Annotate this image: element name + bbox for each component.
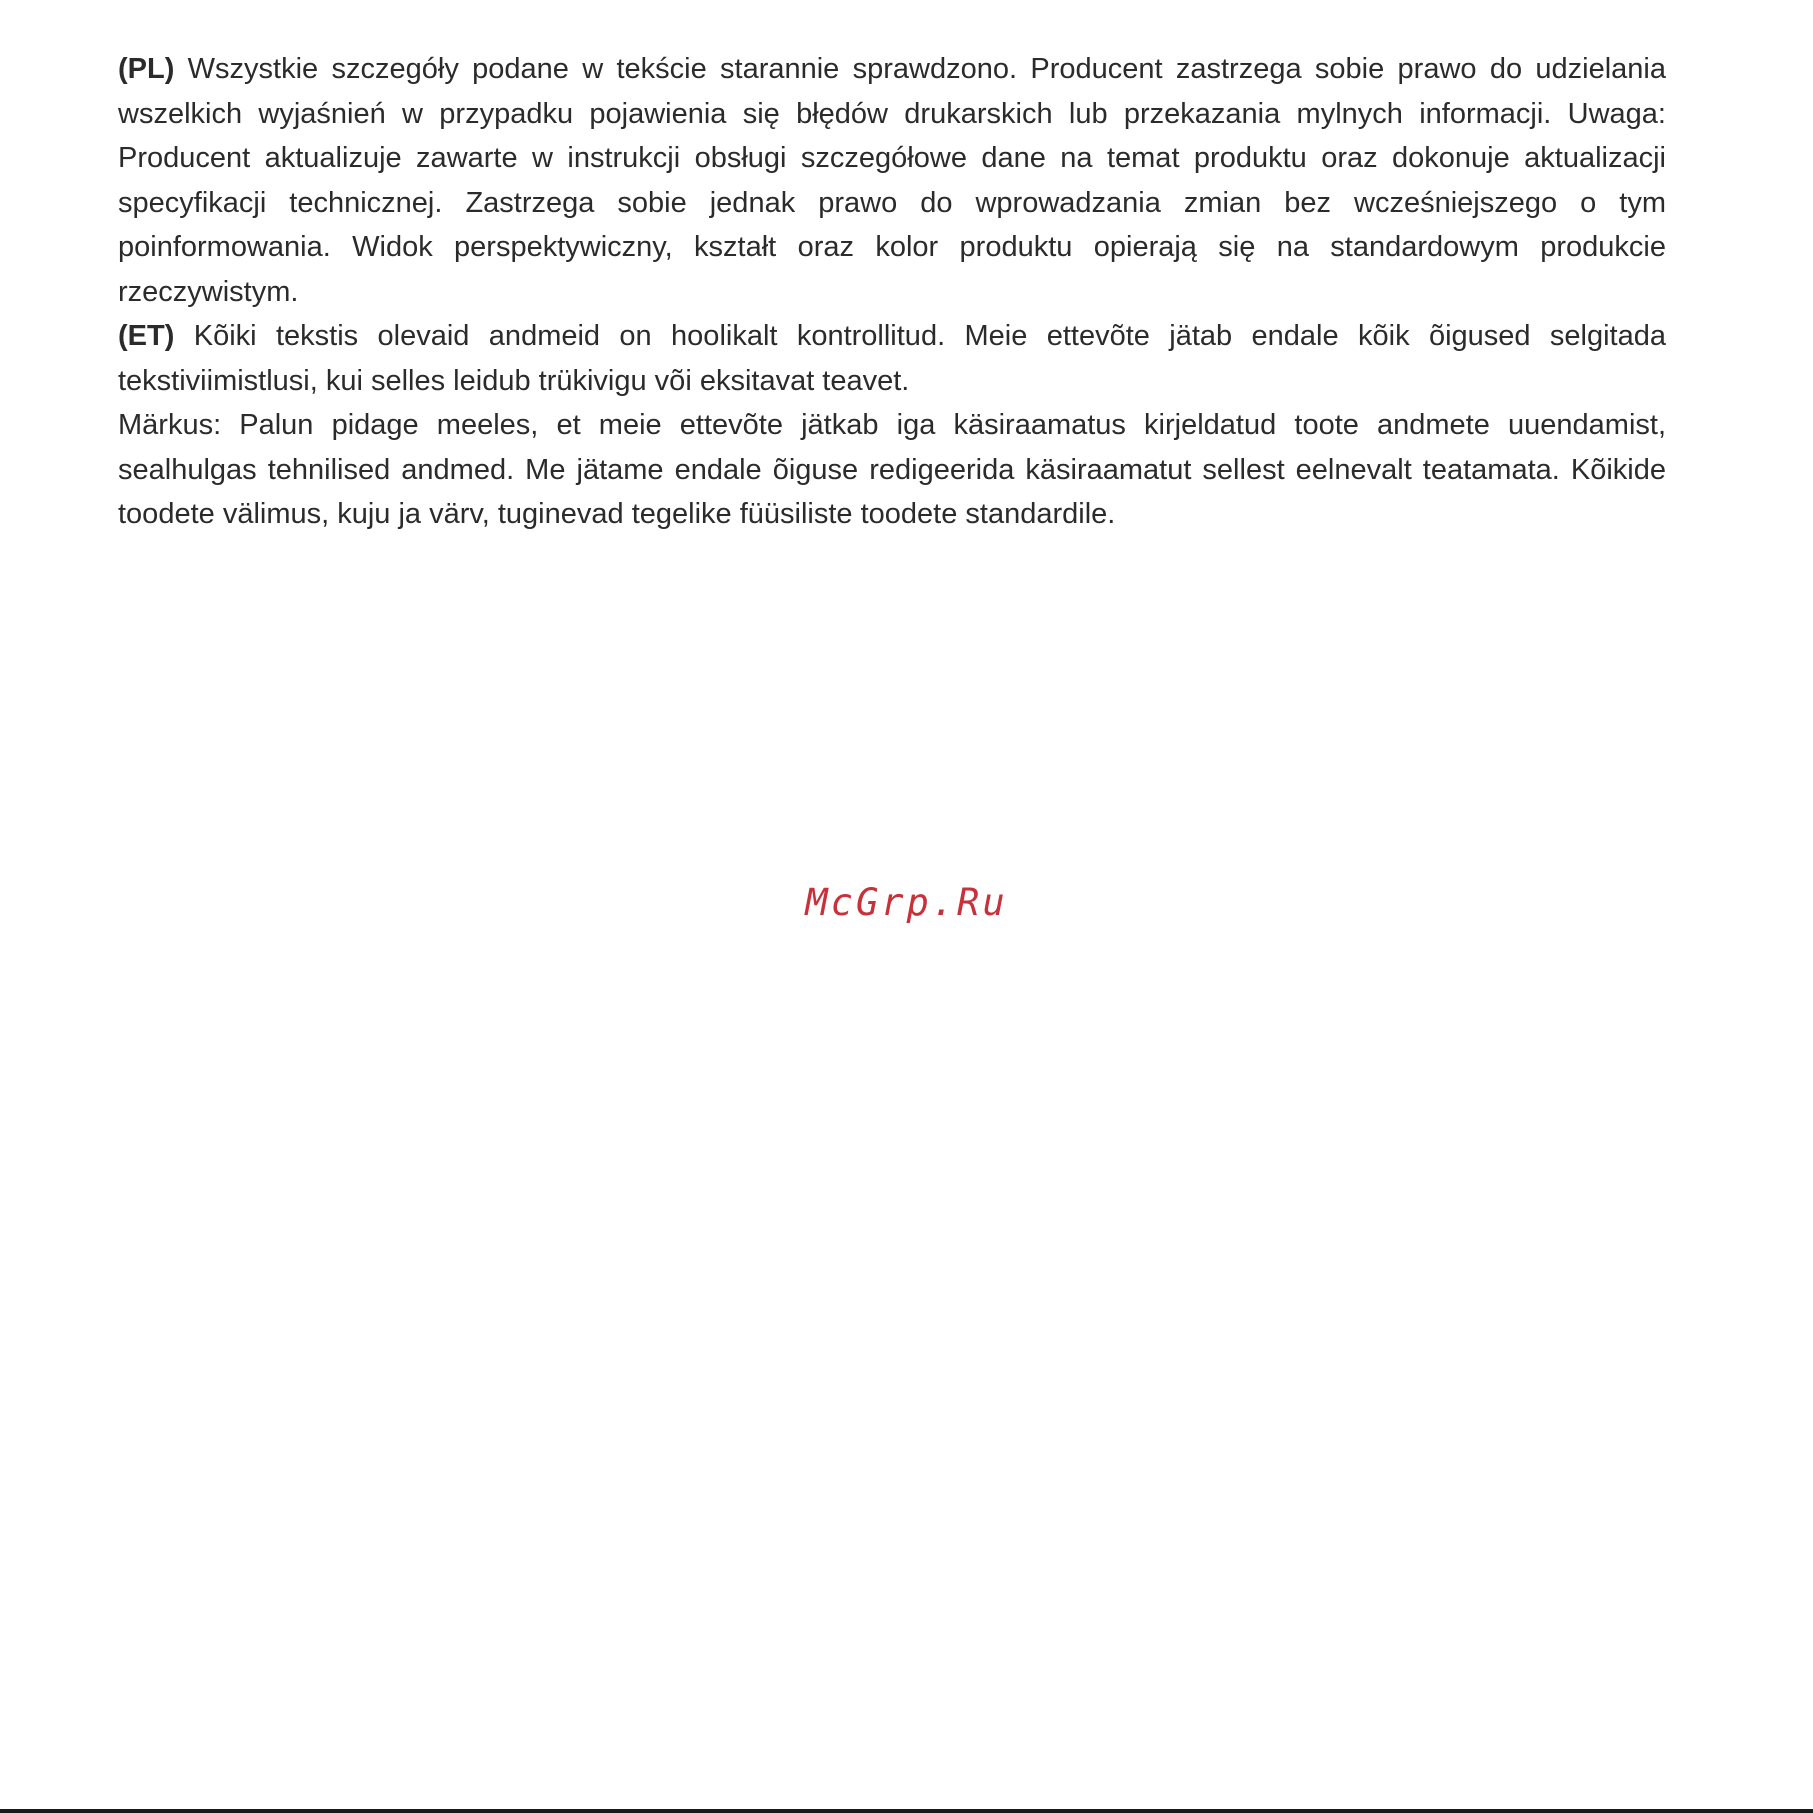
disclaimer-text-block bbox=[118, 47, 1666, 537]
polish-disclaimer-paragraph bbox=[118, 47, 1666, 314]
language-tag-et: (ET) bbox=[118, 320, 175, 352]
polish-disclaimer-text: Wszystkie szczegóły podane w tekście starannie sprawdzono. Producent zastrzega sobie prawo do udzielania wszelkich wyjaśnień w przypadku pojawienia się błędów drukarskich lub przekazania mylnych informacji. Uwaga: Producent aktualizuje zawarte w instrukcji obsługi szczegółowe dane na temat produktu oraz dokonuje aktualizacji specyfikacji technicznej. Zastrzega sobie jednak prawo do wprowadzania zmian bez wcześniejszego o tym poinformowania. Widok perspektywiczny, kształt oraz kolor produktu opierają się na standardowym produkcie rzeczywistym. bbox=[118, 53, 1666, 308]
language-tag-pl: (PL) bbox=[118, 53, 175, 85]
site-watermark: McGrp.Ru bbox=[805, 881, 1008, 924]
estonian-disclaimer-text: Kõiki tekstis olevaid andmeid on hoolikalt kontrollitud. Meie ettevõte jätab endale kõik õigused selgitada tekstiviimistlusi, kui selles leidub trükivigu või eksitavat teavet. bbox=[118, 320, 1666, 397]
estonian-disclaimer-paragraph bbox=[118, 314, 1666, 403]
estonian-note-paragraph: Märkus: Palun pidage meeles, et meie ettevõte jätkab iga käsiraamatus kirjeldatud toote andmete uuendamist, sealhulgas tehnilised andmed. Me jätame endale õiguse redigeerida käsiraamatut sellest eelnevalt teatamata. Kõikide toodete välimus, kuju ja värv, tuginevad tegelike füüsiliste toodete standardile. bbox=[118, 409, 1666, 530]
page-bottom-border bbox=[0, 1809, 1813, 1813]
